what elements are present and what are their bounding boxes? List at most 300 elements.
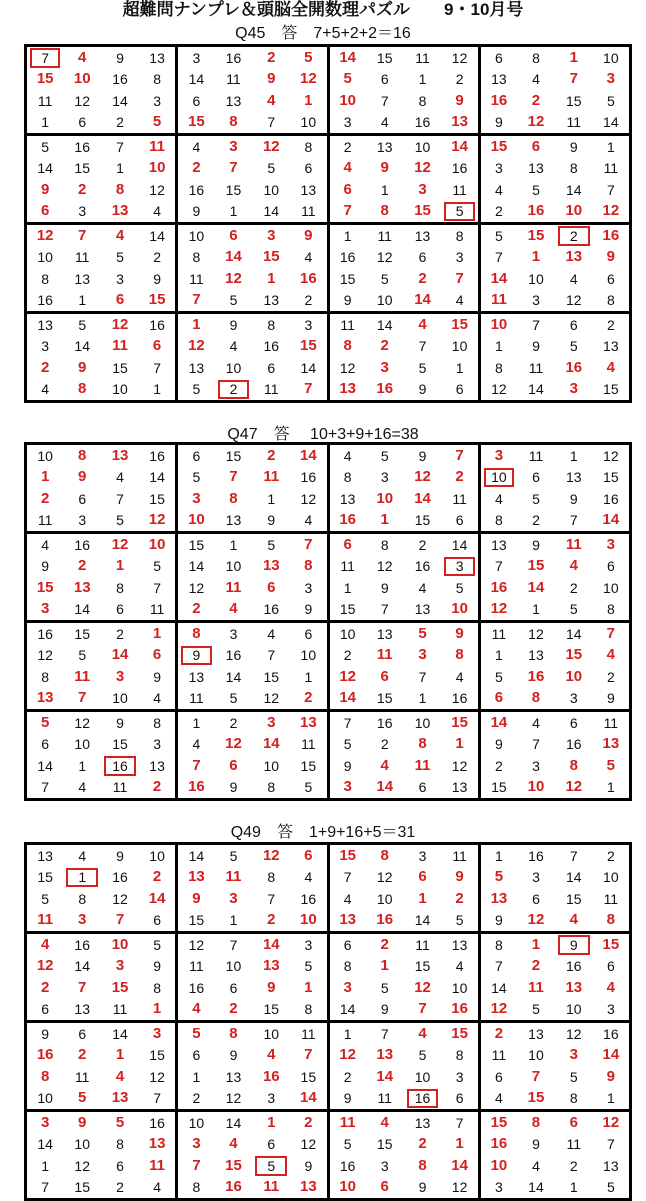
solved-cell: 8	[517, 688, 555, 711]
solved-cell: 9	[441, 90, 479, 112]
solved-cell: 6	[479, 688, 517, 711]
solved-cell: 2	[177, 599, 215, 622]
given-cell: 1	[517, 599, 555, 622]
grid-row	[26, 688, 631, 711]
solved-cell: 4	[267, 1046, 276, 1064]
solved-cell: 9	[78, 468, 87, 486]
given-cell: 6	[139, 910, 177, 933]
solved-cell: 15	[339, 846, 356, 864]
grid-row	[26, 910, 631, 933]
given-cell: 4	[78, 847, 87, 864]
given-cell: 13	[528, 160, 544, 177]
given-cell: 1	[139, 379, 177, 402]
given-cell: 15	[366, 688, 404, 711]
given-cell: 5	[418, 359, 427, 376]
given-cell: 10	[225, 359, 242, 376]
given-cell: 4	[192, 736, 201, 753]
given-cell: 11	[340, 558, 355, 575]
grid-row	[26, 1177, 631, 1200]
solved-cell: 1	[290, 90, 328, 112]
given-cell: 10	[37, 249, 53, 266]
given-cell: 2	[606, 847, 615, 864]
given-cell: 5	[441, 577, 479, 599]
grid-row	[26, 313, 631, 336]
given-cell: 16	[441, 158, 479, 180]
solved-cell: 2	[290, 1111, 328, 1134]
given-cell: 16	[139, 1111, 177, 1134]
solved-cell: 1	[139, 999, 177, 1022]
given-cell: 11	[528, 359, 544, 376]
given-cell: 2	[343, 1068, 352, 1085]
solved-cell: 10	[139, 158, 177, 180]
given-cell: 9	[418, 1179, 427, 1196]
solved-cell: 3	[267, 713, 276, 731]
given-cell: 4	[290, 247, 328, 269]
solved-cell: 8	[418, 1156, 427, 1174]
given-cell: 14	[491, 979, 507, 996]
given-cell: 16	[74, 936, 90, 953]
grid-row	[26, 666, 631, 688]
given-cell: 11	[290, 1022, 328, 1045]
grid-row	[26, 844, 631, 867]
solved-cell: 11	[479, 290, 517, 313]
given-cell: 12	[376, 249, 393, 266]
given-cell: 2	[517, 510, 555, 533]
given-cell: 11	[290, 734, 328, 756]
given-cell: 8	[192, 1179, 201, 1196]
given-cell: 3	[380, 469, 389, 486]
grid-row	[26, 444, 631, 467]
given-cell: 9	[380, 579, 389, 596]
solved-cell: 1	[267, 1113, 276, 1131]
given-cell: 11	[189, 958, 204, 975]
solved-cell: 14	[225, 248, 242, 266]
given-cell: 4	[418, 579, 427, 596]
given-cell: 4	[290, 510, 328, 533]
solved-cell: 11	[139, 135, 177, 158]
solved-cell: 7	[177, 290, 215, 313]
solved-cell: 11	[112, 337, 128, 355]
solved-cell: 10	[376, 489, 394, 507]
given-cell: 15	[225, 447, 242, 464]
grid-row	[26, 734, 631, 756]
solved-cell: 15	[441, 313, 479, 336]
solved-cell: 2	[531, 957, 541, 975]
given-cell: 9	[532, 536, 540, 553]
given-cell: 9	[328, 1088, 366, 1111]
given-cell: 5	[116, 249, 124, 266]
solved-cell: 3	[569, 1046, 578, 1064]
solved-cell: 4	[606, 646, 616, 664]
grid-row	[26, 599, 631, 622]
solved-cell: 13	[188, 868, 205, 886]
given-cell: 2	[290, 290, 328, 313]
given-cell: 7	[267, 647, 276, 664]
solved-cell: 8	[115, 180, 125, 198]
given-cell: 16	[290, 888, 328, 910]
given-cell: 2	[606, 316, 615, 333]
given-cell: 15	[263, 668, 280, 685]
given-cell: 7	[139, 577, 177, 599]
given-cell: 15	[290, 1066, 328, 1088]
solved-cell: 9	[78, 1113, 87, 1131]
solved-cell: 1	[139, 622, 177, 645]
given-cell: 9	[41, 1025, 50, 1042]
grid-row	[26, 956, 631, 978]
given-cell: 10	[74, 1136, 90, 1153]
given-cell: 4	[479, 1088, 517, 1111]
solved-cell: 13	[262, 557, 280, 575]
given-cell: 2	[139, 247, 177, 269]
solved-cell: 7	[441, 268, 479, 290]
given-cell: 2	[380, 736, 389, 753]
solved-cell: 3	[606, 535, 616, 553]
answer-cell: 9	[177, 645, 215, 667]
given-cell: 14	[252, 201, 290, 224]
given-cell: 1	[215, 910, 253, 933]
given-cell: 5	[532, 490, 540, 507]
given-cell: 13	[188, 359, 205, 376]
given-cell: 3	[555, 688, 593, 711]
given-cell: 15	[339, 270, 356, 287]
given-cell: 14	[37, 1136, 53, 1153]
solved-cell: 4	[418, 1024, 427, 1042]
given-cell: 5	[606, 1179, 615, 1196]
solved-cell: 11	[26, 910, 64, 933]
solved-cell: 10	[490, 1156, 508, 1174]
solved-cell: 11	[225, 578, 242, 596]
given-cell: 15	[565, 890, 582, 907]
given-cell: 5	[78, 316, 87, 333]
answer-cell: 5	[441, 201, 479, 224]
given-cell: 7	[267, 890, 276, 907]
solved-cell: 1	[267, 269, 276, 287]
grid-row	[26, 1155, 631, 1177]
solved-cell: 10	[565, 667, 583, 685]
solved-cell: 7	[290, 1045, 328, 1067]
given-cell: 6	[606, 558, 615, 575]
solved-cell: 3	[418, 180, 427, 198]
solved-cell: 5	[343, 70, 352, 88]
given-cell: 5	[441, 910, 479, 933]
solved-cell: 1	[531, 935, 541, 953]
given-cell: 11	[603, 714, 619, 731]
grid-row	[26, 777, 631, 800]
given-cell: 15	[139, 488, 177, 510]
solved-cell: 13	[73, 578, 91, 596]
given-cell: 4	[78, 779, 87, 796]
given-cell: 5	[267, 160, 276, 177]
given-cell: 12	[441, 755, 479, 777]
given-cell: 16	[112, 869, 128, 886]
solved-cell: 8	[418, 735, 427, 753]
solved-cell: 12	[111, 535, 129, 553]
solved-cell: 7	[569, 70, 578, 88]
puzzle-title: Q49 答 1+9+16+5＝31	[230, 824, 416, 841]
given-cell: 12	[37, 647, 53, 664]
given-cell: 4	[41, 536, 50, 553]
given-cell: 14	[74, 338, 90, 355]
given-cell: 10	[225, 958, 242, 975]
given-cell: 12	[112, 890, 128, 907]
solved-cell: 12	[225, 735, 242, 753]
given-cell: 13	[215, 510, 253, 533]
solved-cell: 1	[569, 48, 578, 66]
given-cell: 7	[139, 357, 177, 379]
given-cell: 7	[229, 936, 238, 953]
given-cell: 3	[229, 625, 238, 642]
given-cell: 10	[528, 1047, 544, 1064]
solved-cell: 2	[215, 999, 253, 1022]
solved-cell: 16	[517, 201, 555, 224]
solved-cell: 12	[262, 846, 280, 864]
given-cell: 10	[188, 227, 205, 244]
given-cell: 11	[377, 227, 392, 244]
solved-cell: 13	[602, 735, 620, 753]
given-cell: 12	[528, 625, 544, 642]
solved-cell: 16	[36, 1046, 54, 1064]
solved-cell: 13	[26, 688, 64, 711]
solved-cell: 1	[531, 248, 541, 266]
solved-cell: 9	[606, 1067, 616, 1085]
given-cell: 8	[139, 69, 177, 91]
solved-cell: 3	[63, 910, 101, 933]
solved-cell: 15	[565, 646, 583, 664]
given-cell: 15	[376, 49, 393, 66]
given-cell: 12	[491, 381, 507, 398]
given-cell: 4	[532, 714, 540, 731]
given-cell: 15	[74, 1179, 90, 1196]
solved-cell: 4	[215, 599, 253, 622]
given-cell: 11	[112, 779, 128, 796]
solved-cell: 7	[78, 978, 87, 996]
solved-cell: 13	[290, 1177, 328, 1200]
given-cell: 1	[495, 847, 503, 864]
given-cell: 6	[192, 447, 201, 464]
solved-cell: 4	[40, 935, 50, 953]
solved-cell: 14	[328, 688, 366, 711]
given-cell: 10	[376, 890, 393, 907]
given-cell: 15	[74, 160, 90, 177]
given-cell: 16	[225, 647, 242, 664]
solved-cell: 4	[78, 48, 87, 66]
solved-cell: 11	[263, 1178, 280, 1196]
solved-cell: 10	[441, 599, 479, 622]
solved-cell: 7	[290, 379, 328, 402]
solved-cell: 5	[494, 868, 504, 886]
solved-cell: 12	[479, 999, 517, 1022]
given-cell: 7	[495, 558, 503, 575]
given-cell: 14	[74, 958, 90, 975]
given-cell: 15	[603, 381, 619, 398]
given-cell: 1	[418, 71, 427, 88]
solved-cell: 4	[267, 91, 276, 109]
given-cell: 8	[495, 936, 503, 953]
given-cell: 3	[328, 112, 366, 135]
given-cell: 9	[593, 688, 631, 711]
given-cell: 1	[606, 779, 615, 796]
given-cell: 2	[441, 69, 479, 91]
given-cell: 3	[63, 201, 101, 224]
given-cell: 14	[37, 160, 53, 177]
given-cell: 6	[229, 979, 238, 996]
solved-cell: 3	[229, 137, 238, 155]
given-cell: 7	[418, 668, 427, 685]
given-cell: 5	[418, 1047, 427, 1064]
given-cell: 9	[532, 338, 540, 355]
solved-cell: 8	[531, 1113, 541, 1131]
solved-cell: 2	[441, 467, 479, 489]
given-cell: 9	[495, 736, 503, 753]
given-cell: 8	[441, 224, 479, 247]
given-cell: 14	[290, 357, 328, 379]
solved-cell: 7	[229, 468, 238, 486]
given-cell: 7	[41, 779, 50, 796]
given-cell: 1	[569, 1179, 578, 1196]
solved-cell: 6	[229, 226, 238, 244]
given-cell: 6	[192, 92, 201, 109]
grid-row	[26, 290, 631, 313]
given-cell: 12	[290, 1134, 328, 1156]
solved-cell: 2	[40, 978, 50, 996]
given-cell: 10	[263, 181, 280, 198]
grid-row	[26, 622, 631, 645]
given-cell: 16	[139, 313, 177, 336]
solved-cell: 16	[188, 778, 205, 796]
given-cell: 9	[116, 49, 124, 66]
given-cell: 11	[74, 249, 90, 266]
given-cell: 10	[603, 579, 619, 596]
solved-cell: 3	[115, 957, 125, 975]
given-cell: 16	[528, 847, 544, 864]
solved-cell: 2	[418, 269, 427, 287]
grid-row	[26, 336, 631, 358]
given-cell: 7	[343, 869, 352, 886]
given-cell: 11	[37, 92, 53, 109]
solved-cell: 6	[380, 1178, 389, 1196]
solved-cell: 6	[380, 667, 389, 685]
solved-cell: 2	[78, 557, 87, 575]
given-cell: 1	[495, 338, 503, 355]
solved-cell: 15	[111, 978, 129, 996]
given-cell: 1	[63, 290, 101, 313]
given-cell: 1	[215, 201, 253, 224]
grid-row	[26, 977, 631, 999]
given-cell: 2	[101, 112, 139, 135]
given-cell: 6	[26, 999, 64, 1022]
given-cell: 9	[418, 381, 427, 398]
solved-cell: 10	[73, 70, 91, 88]
given-cell: 11	[603, 160, 619, 177]
solved-cell: 13	[139, 1134, 177, 1156]
given-cell: 9	[229, 1047, 238, 1064]
solved-cell: 12	[339, 1046, 356, 1064]
given-cell: 6	[78, 490, 87, 507]
given-cell: 10	[414, 714, 431, 731]
given-cell: 3	[418, 847, 427, 864]
solved-cell: 4	[229, 1135, 238, 1153]
given-cell: 10	[263, 1025, 280, 1042]
given-cell: 9	[139, 956, 177, 978]
grid-row	[26, 533, 631, 556]
given-cell: 15	[328, 599, 366, 622]
grid-row	[26, 510, 631, 533]
given-cell: 6	[290, 622, 328, 645]
given-cell: 11	[189, 270, 204, 287]
given-cell: 10	[603, 49, 619, 66]
solved-cell: 6	[290, 844, 328, 867]
solved-cell: 12	[36, 226, 54, 244]
solved-cell: 8	[215, 112, 253, 135]
given-cell: 7	[380, 1025, 389, 1042]
grid-row	[26, 224, 631, 247]
given-cell: 9	[116, 847, 124, 864]
given-cell: 15	[112, 359, 128, 376]
solved-cell: 15	[404, 201, 442, 224]
given-cell: 7	[569, 847, 578, 864]
given-cell: 4	[116, 469, 124, 486]
solved-cell: 4	[380, 1113, 389, 1131]
given-cell: 16	[603, 1025, 619, 1042]
solved-cell: 6	[267, 578, 276, 596]
given-cell: 5	[215, 688, 253, 711]
given-cell: 3	[532, 869, 540, 886]
given-cell: 10	[290, 645, 328, 667]
given-cell: 6	[418, 249, 427, 266]
given-cell: 6	[569, 714, 578, 731]
given-cell: 16	[441, 688, 479, 711]
solved-cell: 15	[602, 935, 620, 953]
given-cell: 11	[415, 49, 430, 66]
given-cell: 6	[78, 1025, 87, 1042]
solved-cell: 15	[139, 290, 177, 313]
given-cell: 12	[188, 579, 205, 596]
given-cell: 10	[188, 1114, 205, 1131]
solved-cell: 16	[262, 1067, 280, 1085]
grid-row	[26, 1022, 631, 1045]
given-cell: 9	[366, 999, 404, 1022]
given-cell: 7	[41, 1179, 50, 1196]
solved-cell: 5	[418, 624, 427, 642]
solved-cell: 10	[111, 935, 129, 953]
given-cell: 11	[74, 1068, 90, 1085]
given-cell: 13	[414, 1114, 431, 1131]
given-cell: 15	[376, 1136, 393, 1153]
grid-row	[26, 888, 631, 910]
solved-cell: 4	[569, 557, 578, 575]
given-cell: 13	[404, 599, 442, 622]
solved-cell: 7	[531, 1067, 541, 1085]
solved-cell: 2	[290, 688, 328, 711]
solved-cell: 15	[441, 711, 479, 734]
given-cell: 8	[116, 1136, 124, 1153]
solved-cell: 4	[606, 358, 616, 376]
given-cell: 13	[74, 270, 90, 287]
solved-cell: 1	[115, 1046, 125, 1064]
given-cell: 14	[565, 181, 582, 198]
given-cell: 14	[565, 869, 582, 886]
given-cell: 1	[192, 714, 201, 731]
grid-row	[26, 135, 631, 158]
solved-cell: 6	[343, 180, 352, 198]
given-cell: 16	[74, 138, 90, 155]
solved-cell: 12	[517, 112, 555, 135]
given-cell: 7	[495, 249, 503, 266]
given-cell: 16	[225, 49, 242, 66]
given-cell: 10	[528, 270, 544, 287]
given-cell: 2	[229, 714, 238, 731]
given-cell: 1	[116, 160, 124, 177]
